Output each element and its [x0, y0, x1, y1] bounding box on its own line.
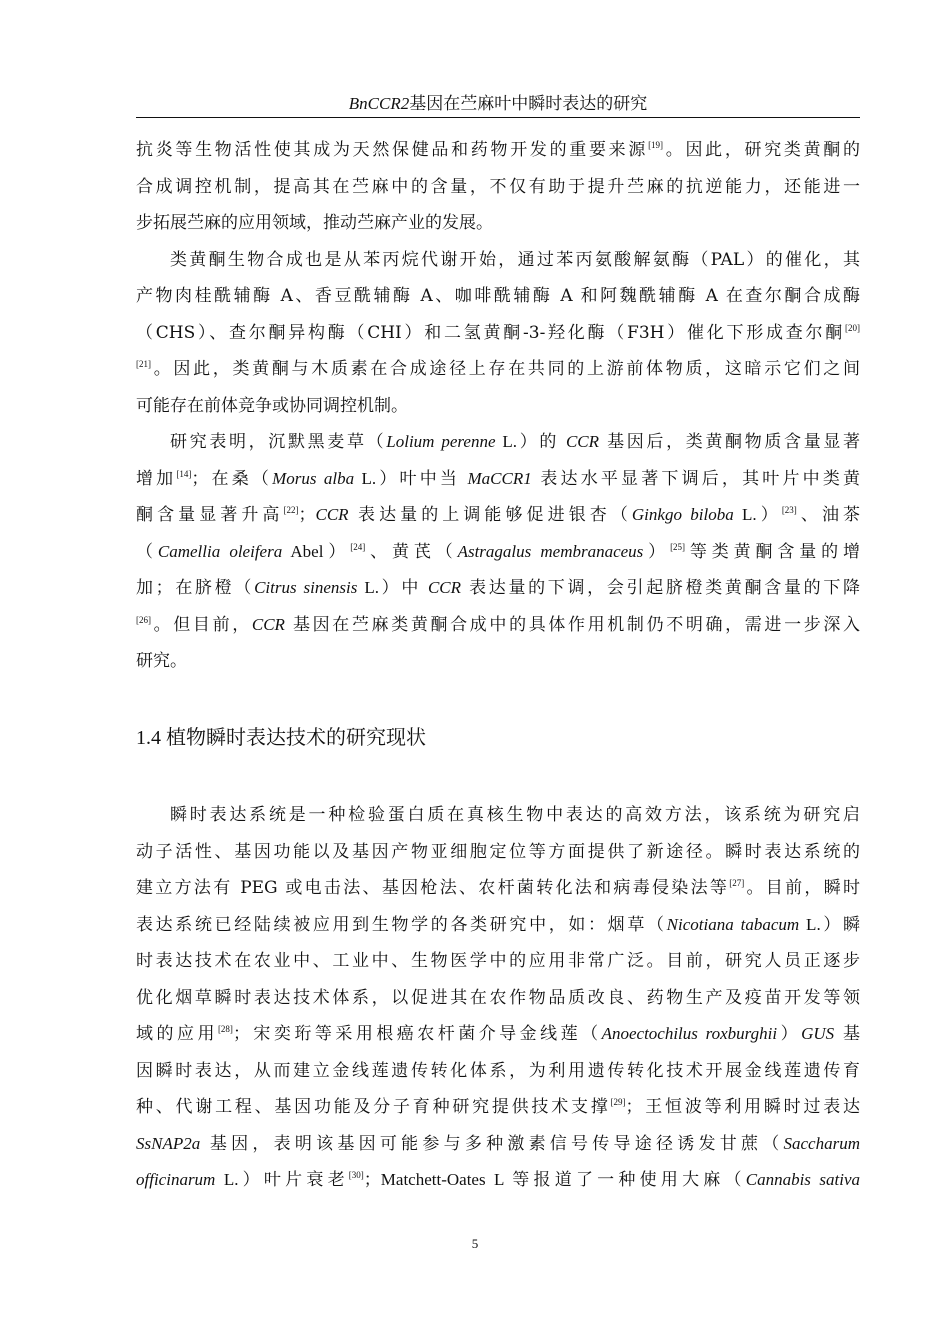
text-line: 域的应用[28]；宋奕珩等采用根癌农杆菌介导金线莲（Anoectochilus roxburghii）GUS 基	[136, 1024, 860, 1044]
citation: [19]	[648, 140, 664, 150]
citation: [14]	[176, 468, 192, 479]
text-line: 产物肉桂酰辅酶 A、香豆酰辅酶 A、咖啡酰辅酶 A 和阿魏酰辅酶 A 在查尔酮合成酶	[136, 286, 860, 306]
citation: [28]	[217, 1024, 233, 1034]
text-line: 建立方法有 PEG 或电击法、基因枪法、农杆菌转化法和病毒侵染法等[27]。目前，瞬时	[136, 878, 860, 898]
citation: [20]	[845, 322, 860, 333]
header-gene: BnCCR2	[348, 94, 410, 113]
citation: [23]	[781, 505, 797, 515]
text-line: 抗炎等生物活性使其成为天然保健品和药物开发的重要来源[19]。因此，研究类黄酮的	[136, 140, 860, 160]
text-line: 因瞬时表达，从而建立金线莲遗传转化体系，为利用遗传转化技术开展金线莲遗传育	[136, 1060, 860, 1081]
header-title: 基因在苎麻叶中瞬时表达的研究	[409, 94, 648, 114]
text-line: 种、代谢工程、基因功能及分子育种研究提供技术支撑[29]；王恒波等利用瞬时过表达	[136, 1097, 860, 1117]
body-text-top	[136, 132, 860, 680]
citation: [27]	[729, 878, 745, 888]
citation: [21]	[136, 359, 151, 369]
text-line: 研究。	[136, 651, 187, 671]
citation: [24]	[350, 541, 366, 552]
text-line: （Camellia oleifera Abel）[24]、黄芪（Astragalus membranaceus）[25]等类黄酮含量的增	[136, 541, 860, 562]
text-line: officinarum L.）叶片衰老[30]；Matchett-Oates L 等报道了一种使用大麻（Cannabis sativa	[136, 1170, 860, 1189]
text-line: 表达系统已经陆续被应用到生物学的各类研究中，如：烟草（Nicotiana tabacum L.）瞬	[136, 914, 860, 935]
text-line: [26]。但目前，CCR 基因在苎麻类黄酮合成中的具体作用机制仍不明确，需进一步深入	[136, 614, 860, 635]
citation: [29]	[610, 1097, 626, 1107]
header-rule	[136, 117, 860, 118]
text-line: 加；在脐橙（Citrus sinensis L.）中 CCR 表达量的下调，会引起脐橙类黄酮含量的下降	[136, 578, 860, 598]
citation: [22]	[283, 505, 299, 515]
body-text-bottom	[136, 797, 860, 1199]
text-line: （CHS）、查尔酮异构酶（CHI）和二氢黄酮-3-羟化酶（F3H）催化下形成查尔酮[20]	[136, 322, 860, 343]
text-line: 瞬时表达系统是一种检验蛋白质在真核生物中表达的高效方法，该系统为研究启	[170, 805, 860, 825]
section-number: 1.4	[136, 727, 161, 749]
page-number: 5	[471, 1236, 479, 1251]
text-line: 优化烟草瞬时表达技术体系，以促进其在农作物品质改良、药物生产及疫苗开发等领	[136, 987, 860, 1008]
text-line: 增加[14]；在桑（Morus alba L.）叶中当 MaCCR1 表达水平显著下调后，其叶片中类黄	[136, 468, 860, 489]
running-header	[136, 94, 860, 114]
text-line: 类黄酮生物合成也是从苯丙烷代谢开始，通过苯丙氨酸解氨酶（PAL）的催化，其	[170, 249, 860, 270]
text-line: 合成调控机制，提高其在苎麻中的含量，不仅有助于提升苎麻的抗逆能力，还能进一	[136, 176, 860, 197]
citation: [25]	[670, 541, 686, 552]
section-title: 植物瞬时表达技术的研究现状	[166, 727, 426, 749]
text-line: 酮含量显著升高[22]；CCR 表达量的上调能够促进银杏（Ginkgo biloba L.）[23]、油茶	[136, 505, 860, 525]
text-line: SsNAP2a 基因，表明该基因可能参与多种激素信号传导途径诱发甘蔗（Saccharum	[136, 1133, 860, 1154]
text-line: 可能存在前体竞争或协同调控机制。	[136, 395, 408, 416]
text-line: 步拓展苎麻的应用领域，推动苎麻产业的发展。	[136, 213, 493, 233]
citation: [30]	[348, 1170, 364, 1180]
text-line: 动子活性、基因功能以及基因产物亚细胞定位等方面提供了新途径。瞬时表达系统的	[136, 841, 860, 862]
text-line: 研究表明，沉默黑麦草（Lolium perenne L.）的 CCR 基因后，类黄酮物质含量显著	[170, 432, 860, 452]
section-heading	[136, 723, 426, 753]
text-line: [21]。因此，类黄酮与木质素在合成途径上存在共同的上游前体物质，这暗示它们之间	[136, 359, 860, 379]
citation: [26]	[136, 614, 151, 625]
text-line: 时表达技术在农业中、工业中、生物医学中的应用非常广泛。目前，研究人员正逐步	[136, 951, 860, 971]
